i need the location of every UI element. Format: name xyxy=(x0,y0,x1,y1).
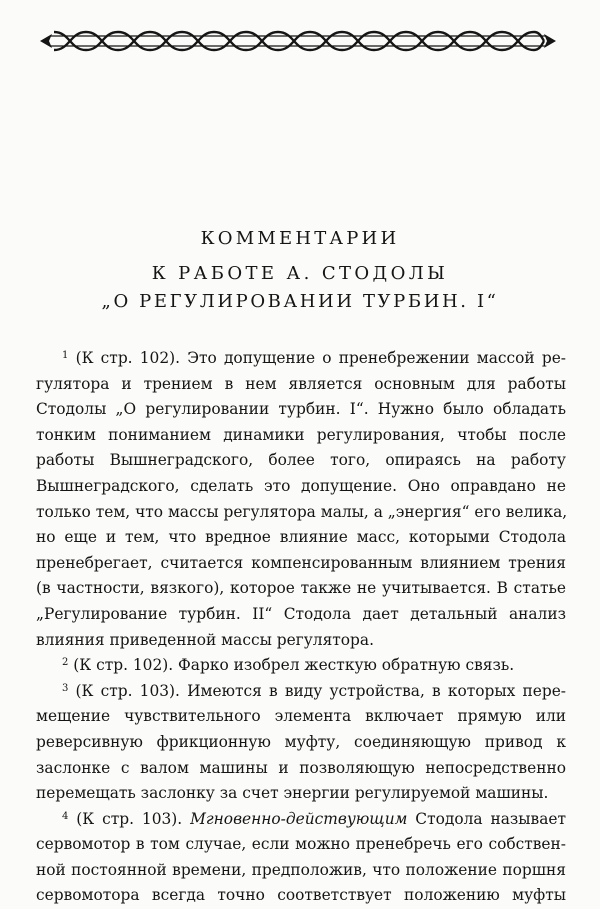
text-line: (в частности, вязкого), которое также не учитывается. В статье xyxy=(36,579,566,598)
note-number: 2 xyxy=(62,657,69,669)
text-line: $^1$ (К стр. 102). Это допущение о пренебрежении массой ре- xyxy=(62,349,566,367)
text-line: заслонке с валом машины и позволяющую непосредственно xyxy=(36,758,566,777)
page-title: КОММЕНТАРИИ xyxy=(200,228,400,249)
text-line: „Регулирование турбин. II“ Стодола дает детальный анализ xyxy=(36,604,566,623)
text-line: $^4$ (К стр. 103). Мгновенно-действующим Стодола называет xyxy=(62,809,566,828)
text-line: тонким пониманием динамики регулирования, чтобы после xyxy=(36,425,566,444)
text-line: работы Вышнеградского, более того, опираясь на работу xyxy=(36,451,566,470)
text-line: ной постоянной времени, предположив, что положение поршня xyxy=(36,860,566,879)
page-subtitle-line2: „О РЕГУЛИРОВАНИИ ТУРБИН. I“ xyxy=(101,291,499,312)
footnote-4 xyxy=(36,807,566,909)
italic-term: Мгновенно-действующим xyxy=(190,809,408,828)
text-line: пренебрегает, считается компенсированным влиянием трения xyxy=(36,553,566,572)
comments-body xyxy=(36,346,566,909)
text-line: Вышнеградского, сделать это допущение. Оно оправдано не xyxy=(36,476,566,495)
page-subtitle-line1: К РАБОТЕ А. СТОДОЛЫ xyxy=(151,263,449,284)
text-line: сервомотора всегда точно соответствует положению муфты xyxy=(36,886,566,905)
text-line: $^2$ (К стр. 102). Фарко изобрел жесткую обратную связь. xyxy=(62,656,515,675)
text-line: влияния приведенной массы регулятора. xyxy=(36,630,374,649)
text-line: мещение чувствительного элемента включает прямую или xyxy=(36,707,566,726)
text-line: сервомотор в том случае, если можно пренебречь его собствен- xyxy=(36,835,566,854)
text-line: Стодолы „О регулировании турбин. I“. Нужно было обладать xyxy=(36,400,566,419)
text-line: реверсивную фрикционную муфту, соединяющую привод к xyxy=(36,732,566,751)
note-number: 3 xyxy=(62,682,69,694)
footnote-1 xyxy=(36,346,566,653)
footnote-2 xyxy=(36,653,566,679)
footnote-3 xyxy=(36,679,566,807)
decorative-header-ornament xyxy=(40,28,556,54)
text-line: только тем, что массы регулятора малы, а „энергия“ его велика, xyxy=(36,502,568,521)
text-line: $^3$ (К стр. 103). Имеются в виду устройства, в которых пере- xyxy=(62,681,566,700)
text-line: но еще и тем, что вредное влияние масс, которыми Стодола xyxy=(36,528,566,547)
text-line: гулятора и трением в нем является основным для работы xyxy=(36,374,566,393)
text-line: перемещать заслонку за счет энергии регулируемой машины. xyxy=(36,784,549,803)
note-number: 1 xyxy=(62,350,69,361)
note-number: 4 xyxy=(62,810,69,822)
